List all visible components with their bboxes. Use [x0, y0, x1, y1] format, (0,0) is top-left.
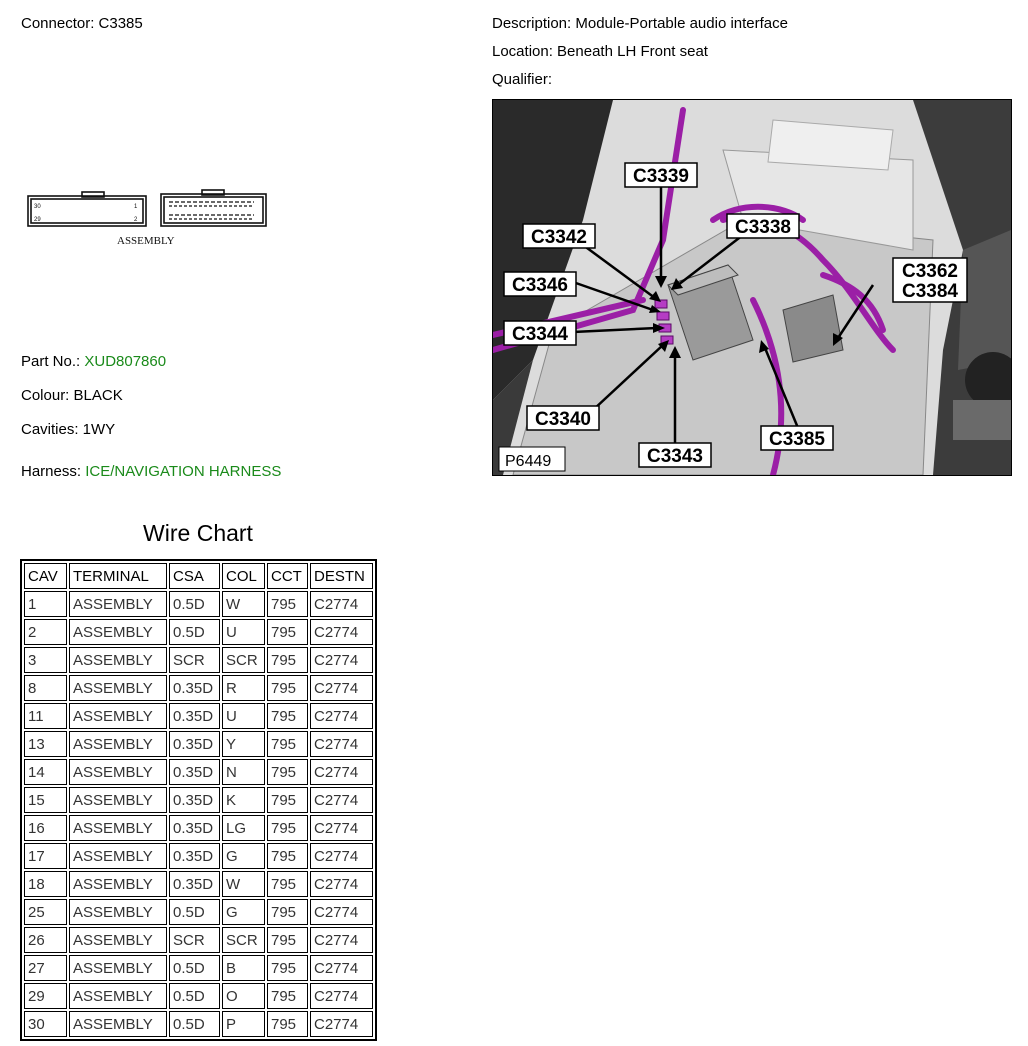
cell-cav: 27: [24, 955, 67, 981]
cell-destn: C2774: [310, 983, 373, 1009]
callout-c3338: C3338: [735, 217, 791, 238]
cell-terminal: ASSEMBLY: [69, 703, 167, 729]
table-row: [24, 815, 373, 841]
cell-cct: 795: [267, 899, 308, 925]
cell-destn: C2774: [310, 731, 373, 757]
callout-c3346: C3346: [512, 275, 568, 296]
cell-cav: 1: [24, 591, 67, 617]
cell-cct: 795: [267, 647, 308, 673]
cell-terminal: ASSEMBLY: [69, 899, 167, 925]
cell-cct: 795: [267, 731, 308, 757]
cell-col: W: [222, 871, 265, 897]
col-destn-header: DESTN: [310, 563, 373, 589]
cell-terminal: ASSEMBLY: [69, 843, 167, 869]
table-row: [24, 1011, 373, 1037]
cell-cct: 795: [267, 843, 308, 869]
harness-line: [21, 463, 281, 480]
col-terminal-header: TERMINAL: [69, 563, 167, 589]
cell-csa: SCR: [169, 927, 220, 953]
colour-label: Colour: BLACK: [21, 387, 123, 404]
cell-cct: 795: [267, 955, 308, 981]
table-row: [24, 927, 373, 953]
cell-col: SCR: [222, 927, 265, 953]
table-row: [24, 591, 373, 617]
cell-csa: 0.5D: [169, 899, 220, 925]
cell-destn: C2774: [310, 815, 373, 841]
qualifier-label: Qualifier:: [492, 71, 553, 88]
cell-cct: 795: [267, 983, 308, 1009]
cell-terminal: ASSEMBLY: [69, 759, 167, 785]
cell-csa: 0.35D: [169, 731, 220, 757]
cell-col: R: [222, 675, 265, 701]
cell-csa: 0.5D: [169, 619, 220, 645]
connector-drawing: [24, 188, 270, 250]
cell-terminal: ASSEMBLY: [69, 675, 167, 701]
cell-cct: 795: [267, 619, 308, 645]
cell-csa: 0.5D: [169, 1011, 220, 1037]
cell-csa: SCR: [169, 647, 220, 673]
callout-c3384: C3384: [902, 281, 958, 302]
cell-col: U: [222, 619, 265, 645]
cell-col: G: [222, 899, 265, 925]
cell-cav: 16: [24, 815, 67, 841]
location-label: Location: Beneath LH Front seat: [492, 43, 708, 60]
cell-destn: C2774: [310, 843, 373, 869]
col-cav-header: CAV: [24, 563, 67, 589]
cell-destn: C2774: [310, 703, 373, 729]
cell-csa: 0.35D: [169, 843, 220, 869]
cell-col: N: [222, 759, 265, 785]
col-col-header: COL: [222, 563, 265, 589]
col-csa-header: CSA: [169, 563, 220, 589]
table-row: [24, 955, 373, 981]
cell-terminal: ASSEMBLY: [69, 927, 167, 953]
table-row: [24, 843, 373, 869]
cell-cav: 30: [24, 1011, 67, 1037]
photo-ref: P6449: [505, 453, 552, 470]
cell-col: P: [222, 1011, 265, 1037]
cell-cct: 795: [267, 871, 308, 897]
cell-cav: 25: [24, 899, 67, 925]
svg-text:2: 2: [134, 217, 138, 223]
cell-cav: 14: [24, 759, 67, 785]
cell-cct: 795: [267, 815, 308, 841]
cell-cav: 13: [24, 731, 67, 757]
cell-csa: 0.5D: [169, 591, 220, 617]
table-row: [24, 647, 373, 673]
wire-chart-header-row: [24, 563, 373, 589]
location-illustration: [492, 99, 1012, 476]
callout-c3343: C3343: [647, 446, 703, 467]
cell-csa: 0.35D: [169, 815, 220, 841]
cell-col: W: [222, 591, 265, 617]
cell-destn: C2774: [310, 759, 373, 785]
cell-cct: 795: [267, 759, 308, 785]
table-row: [24, 983, 373, 1009]
cell-destn: C2774: [310, 787, 373, 813]
cell-csa: 0.35D: [169, 759, 220, 785]
cell-terminal: ASSEMBLY: [69, 815, 167, 841]
table-row: [24, 731, 373, 757]
cell-destn: C2774: [310, 899, 373, 925]
cell-cav: 29: [24, 983, 67, 1009]
cell-col: Y: [222, 731, 265, 757]
cell-terminal: ASSEMBLY: [69, 619, 167, 645]
callout-c3342: C3342: [531, 227, 587, 248]
harness-link[interactable]: ICE/NAVIGATION HARNESS: [85, 463, 282, 480]
cell-cct: 795: [267, 591, 308, 617]
cell-cav: 3: [24, 647, 67, 673]
cell-terminal: ASSEMBLY: [69, 1011, 167, 1037]
cell-destn: C2774: [310, 591, 373, 617]
cell-cav: 18: [24, 871, 67, 897]
cell-destn: C2774: [310, 619, 373, 645]
table-row: [24, 899, 373, 925]
cell-cct: 795: [267, 1011, 308, 1037]
wire-chart-title: Wire Chart: [143, 520, 253, 546]
callout-c3340: C3340: [535, 409, 591, 430]
cell-csa: 0.35D: [169, 787, 220, 813]
cell-col: O: [222, 983, 265, 1009]
cell-cct: 795: [267, 675, 308, 701]
callout-c3339: C3339: [633, 166, 689, 187]
callout-c3385: C3385: [769, 429, 825, 450]
table-row: [24, 675, 373, 701]
cell-terminal: ASSEMBLY: [69, 591, 167, 617]
cell-col: U: [222, 703, 265, 729]
cell-col: G: [222, 843, 265, 869]
cell-cav: 15: [24, 787, 67, 813]
cell-destn: C2774: [310, 927, 373, 953]
part-no-link[interactable]: XUD807860: [84, 353, 167, 370]
table-row: [24, 703, 373, 729]
cell-terminal: ASSEMBLY: [69, 955, 167, 981]
cell-cct: 795: [267, 927, 308, 953]
part-no-line: [21, 353, 166, 370]
cell-terminal: ASSEMBLY: [69, 983, 167, 1009]
cavities-label: Cavities: 1WY: [21, 421, 116, 438]
cell-terminal: ASSEMBLY: [69, 731, 167, 757]
cell-cav: 8: [24, 675, 67, 701]
part-no-label: Part No.:: [21, 353, 85, 370]
cell-destn: C2774: [310, 1011, 373, 1037]
cell-terminal: ASSEMBLY: [69, 647, 167, 673]
cell-destn: C2774: [310, 955, 373, 981]
cell-csa: 0.35D: [169, 675, 220, 701]
cell-destn: C2774: [310, 871, 373, 897]
cell-destn: C2774: [310, 647, 373, 673]
callout-c3344: C3344: [512, 324, 568, 345]
svg-text:30: 30: [34, 204, 41, 210]
cell-cct: 795: [267, 703, 308, 729]
table-row: [24, 871, 373, 897]
cell-terminal: ASSEMBLY: [69, 787, 167, 813]
harness-label: Harness:: [21, 463, 86, 480]
cell-cav: 11: [24, 703, 67, 729]
description-label: Description: Module-Portable audio interface: [492, 15, 788, 32]
cell-cav: 2: [24, 619, 67, 645]
cell-csa: 0.35D: [169, 703, 220, 729]
callout-c3362: C3362: [902, 261, 958, 282]
table-row: [24, 759, 373, 785]
cell-col: LG: [222, 815, 265, 841]
cell-destn: C2774: [310, 675, 373, 701]
cell-cav: 26: [24, 927, 67, 953]
cell-csa: 0.35D: [169, 871, 220, 897]
cell-col: SCR: [222, 647, 265, 673]
cell-col: K: [222, 787, 265, 813]
col-cct-header: CCT: [267, 563, 308, 589]
svg-text:29: 29: [34, 217, 41, 223]
cell-cct: 795: [267, 787, 308, 813]
cell-col: B: [222, 955, 265, 981]
table-row: [24, 787, 373, 813]
wire-chart-table: [20, 559, 377, 1041]
cell-csa: 0.5D: [169, 983, 220, 1009]
cell-cav: 17: [24, 843, 67, 869]
connector-label: Connector: C3385: [21, 15, 143, 32]
cell-csa: 0.5D: [169, 955, 220, 981]
connector-caption: ASSEMBLY: [117, 235, 175, 247]
table-row: [24, 619, 373, 645]
svg-text:1: 1: [134, 204, 138, 210]
cell-terminal: ASSEMBLY: [69, 871, 167, 897]
